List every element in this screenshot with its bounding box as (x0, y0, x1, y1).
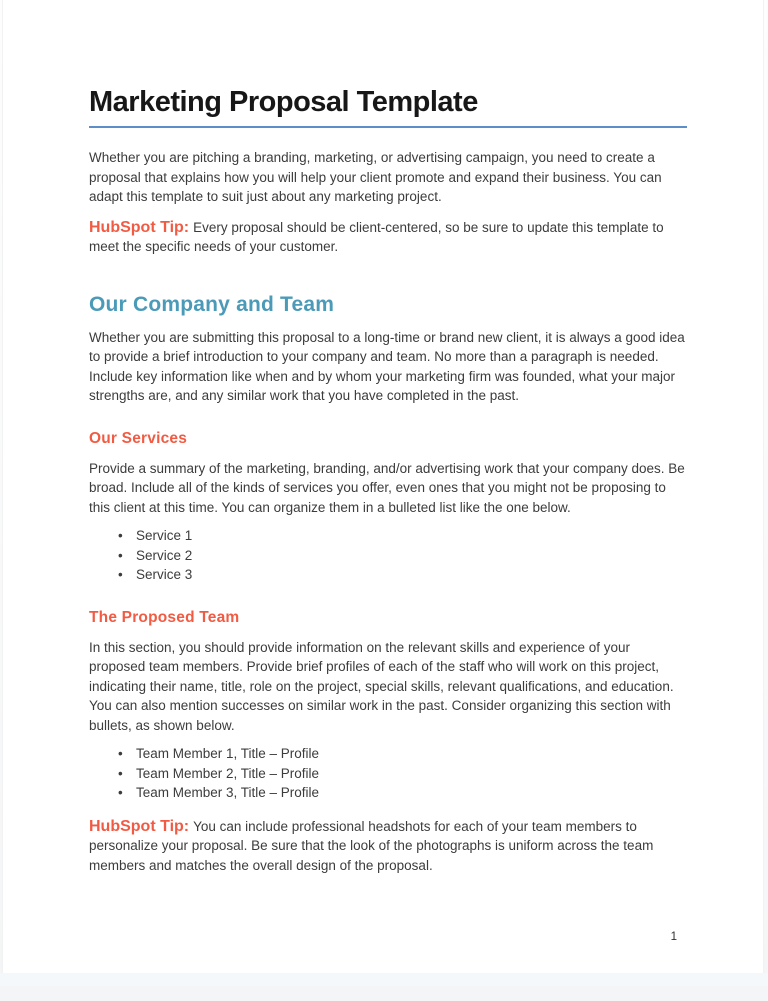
team-tip (89, 817, 687, 876)
page-content (89, 0, 687, 875)
list-item: • Team Member 1, Title – Profile (89, 744, 687, 764)
services-list (89, 526, 687, 585)
tip-label: HubSpot Tip: (89, 218, 190, 236)
page-number: 1 (670, 931, 677, 943)
sub-heading-services: Our Services (89, 429, 188, 447)
page-bottom-edge (0, 973, 768, 986)
tip-text: You can include professional headshots for each of your team members to personalize your proposal. Be sure that the look of the photographs is uniform across the team members and matches the overall design of the proposal. (89, 818, 654, 873)
company-team-paragraph: Whether you are submitting this proposal to a long-time or brand new client, it is always a good idea to provide a brief introduction to your company and team. No more than a paragraph is needed. Include key information like when and by whom your marketing firm was founded, what your major strengths are, and any similar work that you have completed in the past. (89, 329, 685, 404)
document-title: Marketing Proposal Template (89, 86, 478, 118)
tip-label: HubSpot Tip: (89, 817, 190, 835)
services-paragraph: Provide a summary of the marketing, branding, and/or advertising work that your company does. Be broad. Include all of the kinds of services you offer, even ones that you might not be proposing to this client at this time. You can organize them in a bulleted list like the one below. (89, 460, 685, 515)
proposed-team-paragraph: In this section, you should provide information on the relevant skills and experience of your proposed team members. Provide brief profiles of each of the staff who will work on this project, indicating their name, title, role on the project, special skills, relevant qualifications, and education. You can also mention successes on similar work in the past. Consider organizing this section with bullets, as shown below. (89, 639, 674, 733)
list-item: • Service 1 (89, 526, 687, 546)
list-item: • Service 3 (89, 565, 687, 585)
document-page (2, 0, 764, 973)
section-heading-company-team: Our Company and Team (89, 292, 335, 316)
list-item: • Team Member 2, Title – Profile (89, 764, 687, 784)
sub-heading-proposed-team: The Proposed Team (89, 608, 240, 626)
intro-paragraph: Whether you are pitching a branding, marketing, or advertising campaign, you need to create a proposal that explains how you will help your client promote and expand their business. You can adapt this template to suit just about any marketing project. (89, 150, 662, 205)
tip-text: Every proposal should be client-centered, so be sure to update this template to meet the specific needs of your customer. (89, 219, 664, 255)
intro-tip (89, 218, 687, 257)
list-item: • Team Member 3, Title – Profile (89, 783, 687, 803)
team-members-list (89, 744, 687, 803)
title-underline-rule (89, 126, 687, 128)
list-item: • Service 2 (89, 546, 687, 566)
